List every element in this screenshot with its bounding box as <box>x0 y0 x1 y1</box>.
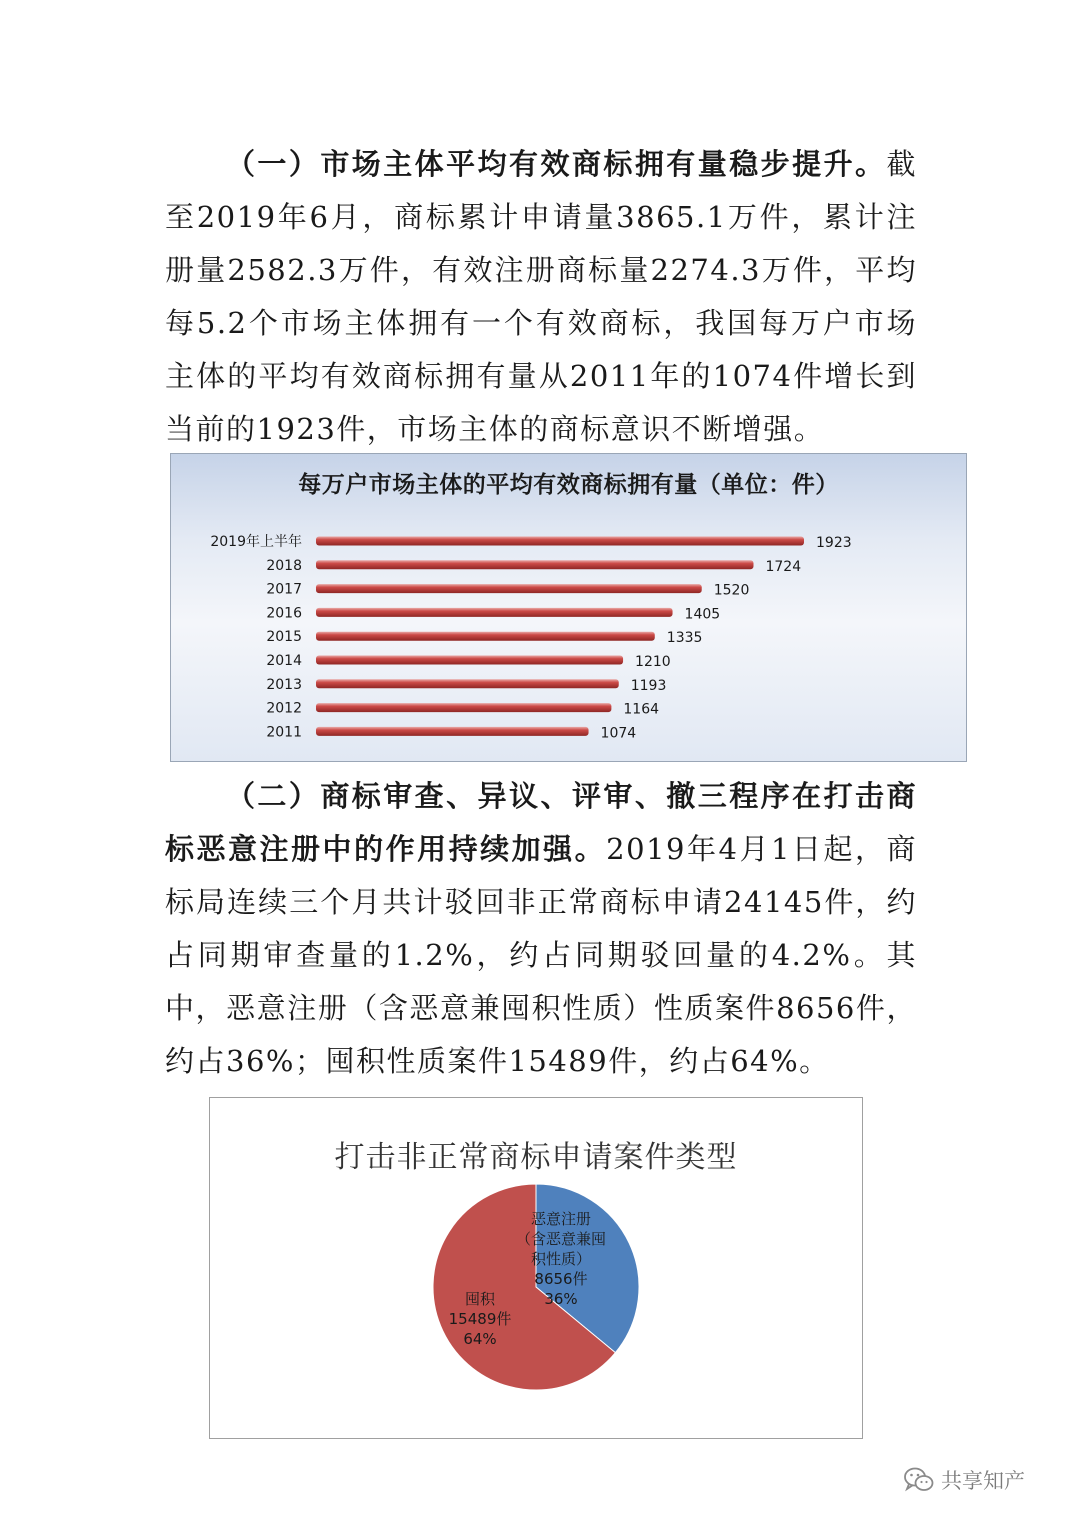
bar-value-label: 1335 <box>666 630 703 647</box>
bar-category-label: 2015 <box>266 629 302 646</box>
bar-value-label: 1520 <box>713 582 750 599</box>
bar-category-label: 2013 <box>266 676 302 693</box>
pie-label-malicious-line3: 积性质） <box>530 1250 591 1268</box>
bar-category-label: 2012 <box>266 700 302 717</box>
bar-value-label: 1193 <box>630 677 667 694</box>
section-1-heading: （一）市场主体平均有效商标拥有量稳步提升。 <box>225 147 887 181</box>
bar-chart <box>170 453 967 762</box>
bar <box>316 727 589 736</box>
pie-label-hoarding <box>438 1289 522 1349</box>
paragraph-2 <box>165 770 917 1088</box>
bar-category-label: 2017 <box>266 581 302 598</box>
pie-label-malicious-percent: 36% <box>544 1290 578 1308</box>
wechat-icon <box>903 1466 935 1494</box>
bar-chart-plot <box>171 454 968 763</box>
paragraph-1 <box>165 138 917 456</box>
bar <box>316 537 804 546</box>
watermark <box>903 1464 1025 1496</box>
bar-category-label: 2014 <box>266 653 302 669</box>
bar-category-label: 2011 <box>266 724 302 741</box>
bar-value-label: 1405 <box>684 606 721 623</box>
bar <box>316 703 611 712</box>
bar-category-label: 2016 <box>266 605 302 622</box>
bar <box>316 584 702 593</box>
pie-chart-title: 打击非正常商标申请案件类型 <box>334 1140 738 1175</box>
pie-label-hoarding-line1: 囤积 <box>464 1290 495 1308</box>
bar-value-label: 1923 <box>816 535 852 551</box>
bar-category-label: 2018 <box>266 557 302 574</box>
bar <box>316 608 673 617</box>
bar <box>316 656 623 665</box>
bar-value-label: 1210 <box>635 654 671 670</box>
bar-value-label: 1074 <box>600 725 637 742</box>
bar-value-label: 1164 <box>623 701 660 718</box>
section-2-body: 2019年4月1日起，商标局连续三个月共计驳回非正常商标申请24145件，约占同期审查量的1.2%，约占同期驳回量的4.2%。其中，恶意注册（含恶意兼囤积性质）性质案件8656件，约占36%；囤积性质案件15489件，约占64%。 <box>165 832 917 1078</box>
pie-label-hoarding-count: 15489件 <box>448 1310 512 1328</box>
pie-label-malicious <box>506 1209 616 1309</box>
pie-label-hoarding-percent: 64% <box>463 1330 497 1348</box>
bar-value-label: 1724 <box>765 558 802 575</box>
pie-label-malicious-line1: 恶意注册 <box>530 1210 591 1228</box>
pie-label-malicious-count: 8656件 <box>534 1270 588 1288</box>
bar-category-label: 2019年上半年 <box>210 534 302 550</box>
section-1-body: 截至2019年6月，商标累计申请量3865.1万件，累计注册量2582.3万件，有效注册商标量2274.3万件，平均每5.2个市场主体拥有一个有效商标，我国每万户市场主体的平均有效商标拥有量从2011年的1074件增长到当前的1923件，市场主体的商标意识不断增强。 <box>165 147 917 446</box>
bar <box>316 632 655 641</box>
pie-chart <box>209 1097 863 1439</box>
section-2-heading: （二）商标审查、异议、评审、撤三程序在打击商标恶意注册中的作用持续加强。 <box>165 779 917 866</box>
bar-chart-title: 每万户市场主体的平均有效商标拥有量（单位：件） <box>298 471 839 498</box>
bar <box>316 560 753 569</box>
pie-label-malicious-line2: （含恶意兼囤 <box>515 1230 606 1248</box>
watermark-text: 共享知产 <box>941 1469 1025 1493</box>
bar <box>316 679 619 688</box>
